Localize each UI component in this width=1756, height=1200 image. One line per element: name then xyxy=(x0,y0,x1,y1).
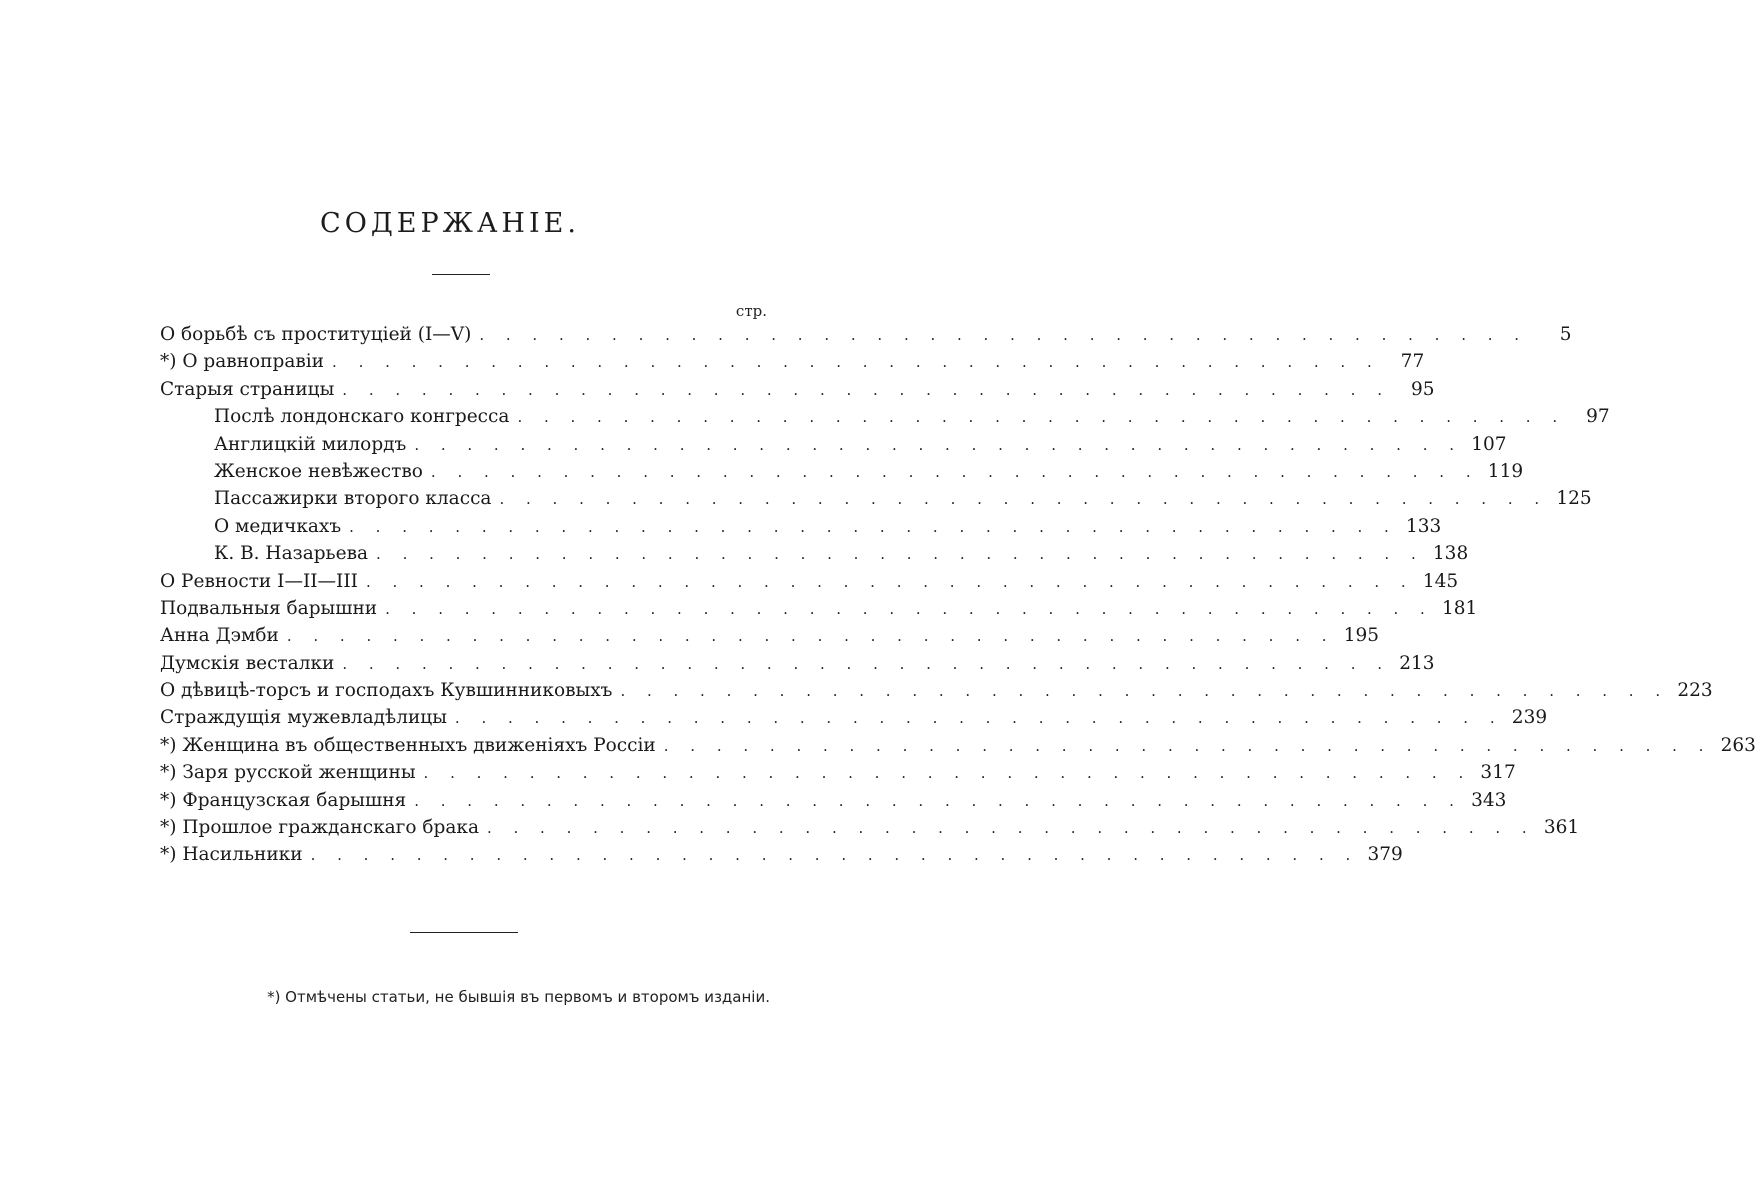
toc-entry xyxy=(160,595,1478,622)
toc-entry xyxy=(160,759,1516,786)
toc-entry-page-number: 213 xyxy=(1399,652,1435,674)
table-of-contents xyxy=(160,321,1756,869)
toc-entry-page-number: 263 xyxy=(1720,734,1756,756)
toc-entry xyxy=(160,622,1380,649)
toc-entry-page-number: 107 xyxy=(1471,433,1507,455)
toc-entry-page-number: 181 xyxy=(1442,597,1478,619)
toc-entry-title: *) О равноправіи xyxy=(160,351,325,373)
toc-entry-page-number: 77 xyxy=(1400,351,1425,373)
toc-entry xyxy=(160,348,1425,375)
toc-entry xyxy=(160,732,1756,759)
toc-entry xyxy=(160,540,1469,567)
page-title: СОДЕРЖАНІЕ. xyxy=(320,208,580,239)
toc-entry-title: *) Французская барышня xyxy=(160,789,407,811)
toc-entry xyxy=(160,321,1572,348)
toc-entry xyxy=(160,403,1610,430)
toc-entry-page-number: 133 xyxy=(1406,515,1442,537)
toc-entry-title: О медичкахъ xyxy=(214,515,342,537)
toc-leader-dots: . . . . . . . . . . . . . . . . . . . . . . . . . . . . . . . . . . . . . . . . xyxy=(620,682,1669,701)
toc-entry-page-number: 343 xyxy=(1471,789,1507,811)
footnote-divider xyxy=(410,932,518,933)
toc-entry-title: К. В. Назарьева xyxy=(214,543,369,565)
toc-entry-page-number: 239 xyxy=(1511,707,1548,729)
toc-leader-dots: . . . . . . . . . . . . . . . . . . . . . . . . . . . . . . . . . . . . . . . . xyxy=(310,846,1359,865)
toc-leader-dots: . . . . . . . . . . . . . . . . . . . . . . . . . . . . . . . . . . . . . . . . xyxy=(342,654,1391,673)
toc-leader-dots: . . . . . . . . . . . . . . . . . . . . . . . . . . . . . . . . . . . . . . . . xyxy=(479,326,1528,344)
toc-entry-page-number: 95 xyxy=(1410,378,1435,400)
toc-entry-page-number: 361 xyxy=(1543,817,1580,839)
toc-entry-title: Анна Дэмби xyxy=(160,625,279,647)
toc-entry-page-number: 379 xyxy=(1367,844,1403,866)
toc-entry-title: Англицкій милордъ xyxy=(214,433,407,455)
toc-entry xyxy=(160,376,1435,403)
toc-leader-dots: . . . . . . . . . . . . . . . . . . . . . . . . . . . . . . . . . . . . . . . . xyxy=(414,435,1463,454)
toc-entry xyxy=(160,458,1524,485)
toc-entry-page-number: 5 xyxy=(1559,324,1572,345)
toc-entry-title: О дѣвицѣ-торсъ и господахъ Кувшинниковыхъ xyxy=(160,680,613,702)
toc-entry xyxy=(160,841,1403,868)
toc-leader-dots: . . . . . . . . . . . . . . . . . . . . . . . . . . . . . . . . . . . . . . . . xyxy=(414,791,1463,810)
toc-entry-title: Пассажирки второго класса xyxy=(214,488,492,510)
toc-leader-dots: . . . . . . . . . . . . . . . . . . . . . . . . . . . . . . . . . . . . . . . . xyxy=(376,545,1425,564)
toc-entry-title: О борьбѣ съ проституціей (I—V) xyxy=(160,324,472,345)
toc-leader-dots: . . . . . . . . . . . . . . . . . . . . . . . . . . . . . . . . . . . . . . . . xyxy=(663,736,1712,755)
toc-entry-page-number: 317 xyxy=(1480,762,1516,784)
toc-entry-page-number: 223 xyxy=(1677,680,1713,702)
toc-entry-title: Старыя страницы xyxy=(160,378,335,400)
toc-entry-page-number: 119 xyxy=(1487,460,1524,482)
toc-entry-title: Женское невѣжество xyxy=(214,460,423,482)
footnote: *) Отмѣчены статьи, не бывшія въ первомъ и второмъ изданіи. xyxy=(267,988,770,1006)
toc-entry xyxy=(160,677,1713,704)
toc-entry-title: О Ревности I—II—III xyxy=(160,570,358,592)
toc-entry xyxy=(160,431,1507,458)
toc-leader-dots: . . . . . . . . . . . . . . . . . . . . . . . . . . . . . . . . . . . . . . . . xyxy=(517,408,1566,427)
toc-entry-title: Страждущія мужевладѣлицы xyxy=(160,707,447,729)
toc-leader-dots: . . . . . . . . . . . . . . . . . . . . . . . . . . . . . . . . . . . . . . . . xyxy=(423,764,1472,783)
toc-entry xyxy=(160,485,1592,512)
toc-entry-page-number: 125 xyxy=(1556,488,1592,510)
toc-entry xyxy=(160,787,1507,814)
toc-entry-title: *) Заря русской женщины xyxy=(160,762,416,784)
toc-leader-dots: . . . . . . . . . . . . . . . . . . . . . . . . . . . . . . . . . . . . . . . . xyxy=(365,572,1415,591)
toc-leader-dots: . . . . . . . . . . . . . . . . . . . . . . . . . . . . . . . . . . . . . . . . xyxy=(342,380,1391,399)
toc-entry-page-number: 195 xyxy=(1343,625,1380,647)
title-divider xyxy=(432,274,490,275)
toc-leader-dots: . . . . . . . . . . . . . . . . . . . . . . . . . . . . . . . . . . . . . . . . xyxy=(349,517,1398,536)
toc-leader-dots: . . . . . . . . . . . . . . . . . . . . . . . . . . . . . . . . . . . . . . . . xyxy=(499,490,1548,509)
toc-entry xyxy=(160,650,1435,677)
pages-column-header: стр. xyxy=(735,302,767,320)
toc-entry-title: *) Насильники xyxy=(160,844,303,866)
toc-entry-page-number: 138 xyxy=(1432,543,1469,565)
toc-entry-title: *) Женщина въ общественныхъ движеніяхъ Россіи xyxy=(160,734,656,756)
toc-leader-dots: . . . . . . . . . . . . . . . . . . . . . . . . . . . . . . . . . . . . . . . . xyxy=(454,709,1504,728)
toc-entry xyxy=(160,568,1459,595)
toc-entry xyxy=(160,704,1548,731)
toc-leader-dots: . . . . . . . . . . . . . . . . . . . . . . . . . . . . . . . . . . . . . . . . xyxy=(332,353,1381,372)
toc-leader-dots: . . . . . . . . . . . . . . . . . . . . . . . . . . . . . . . . . . . . . . . . xyxy=(430,462,1480,481)
toc-entry-page-number: 97 xyxy=(1586,406,1610,428)
toc-entry xyxy=(160,513,1442,540)
toc-leader-dots: . . . . . . . . . . . . . . . . . . . . . . . . . . . . . . . . . . . . . . . . xyxy=(486,819,1536,838)
toc-leader-dots: . . . . . . . . . . . . . . . . . . . . . . . . . . . . . . . . . . . . . . . . xyxy=(286,627,1336,646)
toc-entry-page-number: 145 xyxy=(1422,570,1459,592)
toc-entry-title: Подвальныя барышни xyxy=(160,597,378,619)
toc-leader-dots: . . . . . . . . . . . . . . . . . . . . . . . . . . . . . . . . . . . . . . . . xyxy=(385,599,1434,618)
toc-entry-title: *) Прошлое гражданскаго брака xyxy=(160,817,479,839)
toc-entry-title: Думскія весталки xyxy=(160,652,335,674)
toc-entry-title: Послѣ лондонскаго конгресса xyxy=(214,406,510,428)
toc-entry xyxy=(160,814,1580,841)
